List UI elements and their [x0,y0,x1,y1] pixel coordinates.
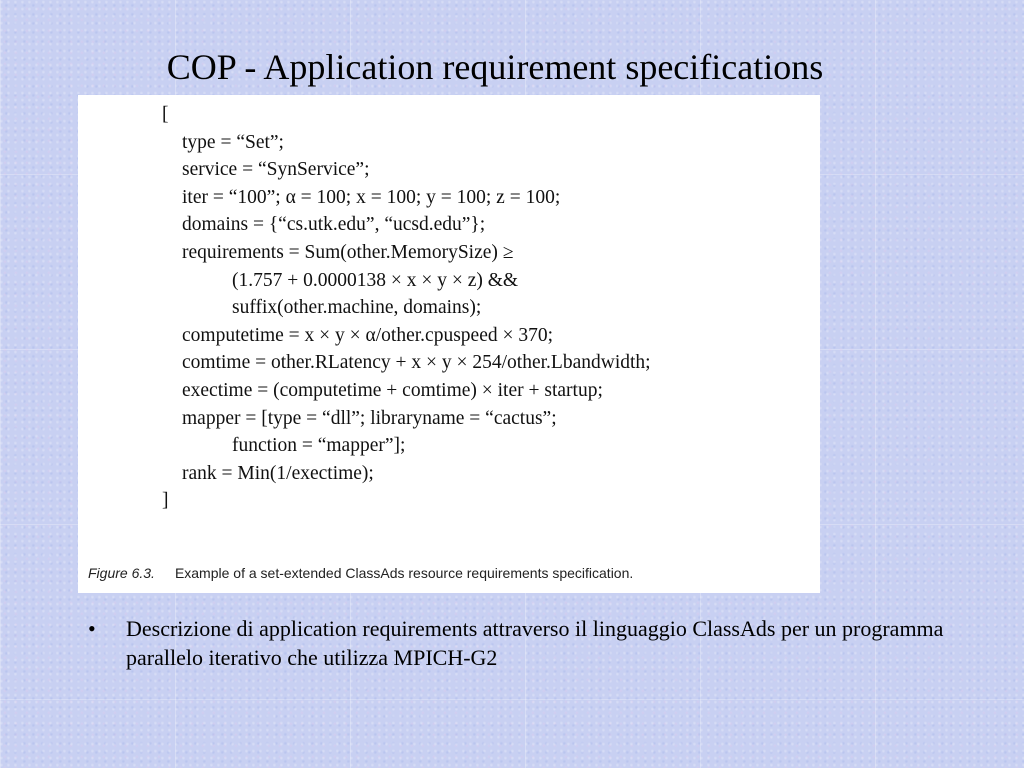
code-line: domains = {“cs.utk.edu”, “ucsd.edu”}; [182,214,486,236]
code-line: mapper = [type = “dll”; libraryname = “cactus”; [182,407,557,429]
code-line: (1.757 + 0.0000138 × x × y × z) && [232,269,519,291]
code-line: ] [162,490,169,512]
slide-title: COP - Application requirement specifications [166,47,824,87]
figure-caption [88,565,633,581]
list-item [88,614,968,672]
code-line: service = “SynService”; [182,159,370,181]
bullet-list [88,614,968,672]
figure-caption-text: Example of a set-extended ClassAds resource requirements specification. [174,565,634,581]
code-line: suffix(other.machine, domains); [232,297,482,319]
classads-code-block [162,101,651,515]
bullet-marker: • [88,616,96,641]
code-line: rank = Min(1/exectime); [182,462,374,484]
code-line: function = “mapper”]; [232,435,406,457]
figure-caption-label: Figure 6.3. [88,565,155,581]
code-line: exectime = (computetime + comtime) × iter + startup; [182,379,603,401]
figure-image [78,95,820,593]
bullet-text: Descrizione di application requirements attraverso il linguaggio ClassAds per un programma parallelo iterativo che utilizza MPICH-G2 [126,616,944,670]
code-line: comtime = other.RLatency + x × y × 254/other.Lbandwidth; [182,352,651,374]
code-line: iter = “100”; α = 100; x = 100; y = 100; z = 100; [182,186,561,208]
code-line: type = “Set”; [182,131,284,153]
code-line: computetime = x × y × α/other.cpuspeed × 370; [182,324,554,346]
code-line: requirements = Sum(other.MemorySize) ≥ [182,241,514,263]
code-line: [ [162,104,169,125]
